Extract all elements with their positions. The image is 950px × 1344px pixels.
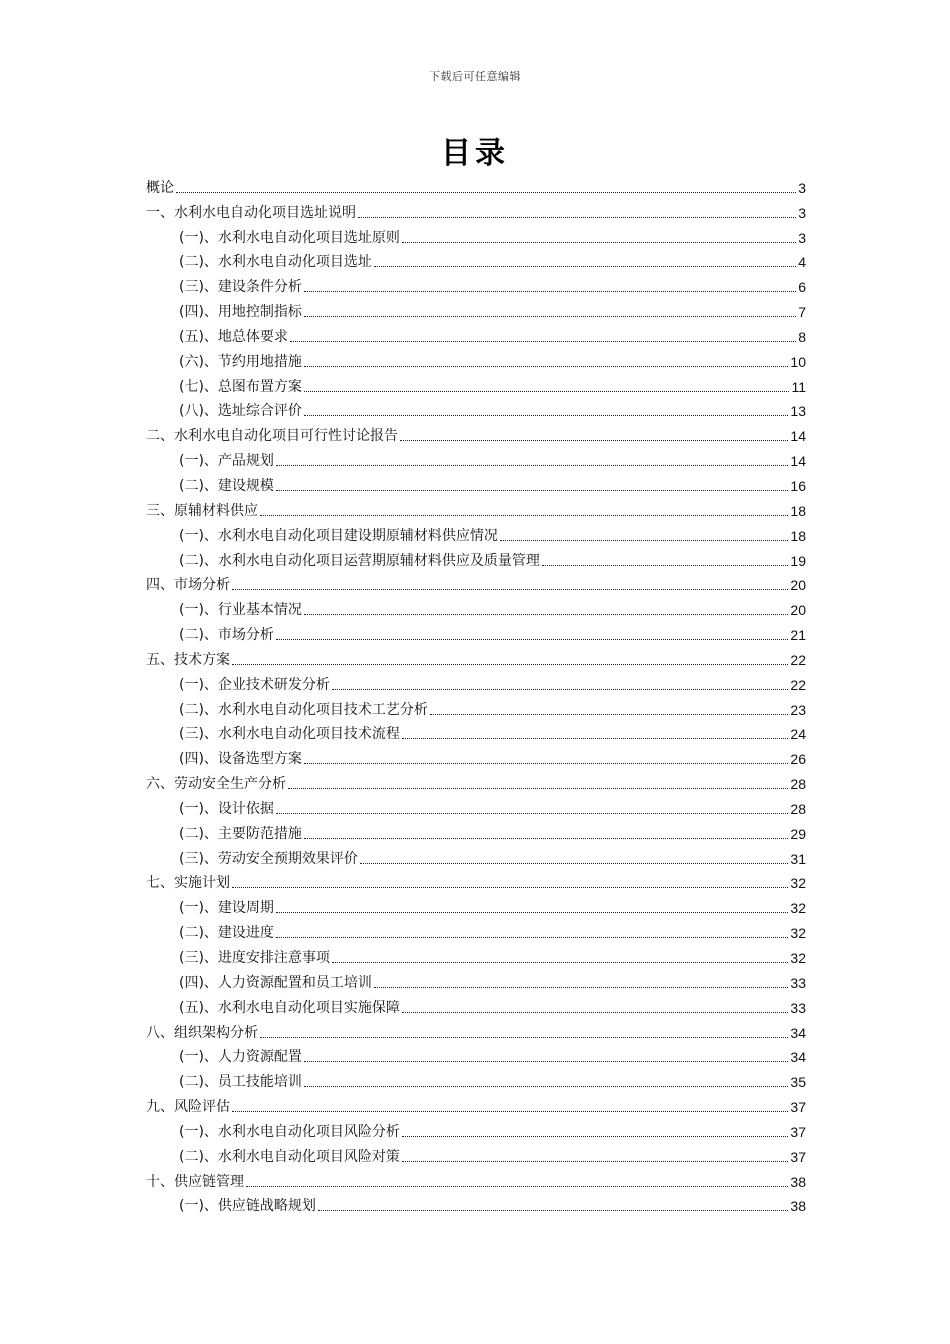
toc-page-number: 3 [798, 204, 806, 221]
toc-entry[interactable] [146, 1093, 806, 1118]
toc-dot-leader [276, 465, 788, 466]
toc-dot-leader [260, 515, 788, 516]
toc-dot-leader [304, 391, 790, 392]
toc-entry-title: (三)、水利水电自动化项目技术流程 [179, 726, 400, 743]
toc-page-number: 32 [790, 900, 806, 917]
toc-page-number: 8 [798, 328, 806, 345]
toc-entry-title: (二)、水利水电自动化项目选址 [179, 254, 372, 271]
toc-entry[interactable] [146, 497, 806, 522]
toc-dot-leader [232, 664, 788, 665]
toc-dot-leader [304, 1086, 788, 1087]
toc-page-number: 34 [790, 1049, 806, 1066]
toc-page-number: 20 [790, 602, 806, 619]
toc-entry[interactable] [146, 870, 806, 895]
toc-entry[interactable] [146, 696, 806, 721]
toc-page-number: 13 [790, 403, 806, 420]
toc-page-number: 23 [790, 701, 806, 718]
toc-page-number: 37 [790, 1099, 806, 1116]
toc-dot-leader [402, 1161, 788, 1162]
toc-entry-title: (四)、用地控制指标 [179, 304, 302, 321]
toc-dot-leader [374, 266, 796, 267]
toc-entry[interactable] [146, 845, 806, 870]
toc-entry-title: (五)、地总体要求 [179, 328, 288, 345]
toc-dot-leader [304, 291, 796, 292]
toc-entry[interactable] [146, 273, 806, 298]
toc-entry-title: 概论 [146, 179, 174, 196]
toc-dot-leader [402, 1136, 788, 1137]
toc-page-number: 24 [790, 726, 806, 743]
toc-entry-title: (二)、建设规模 [179, 477, 274, 494]
toc-dot-leader [332, 962, 788, 963]
toc-entry-title: (四)、设备选型方案 [179, 751, 302, 768]
toc-dot-leader [276, 639, 788, 640]
toc-dot-leader [542, 565, 788, 566]
toc-entry[interactable] [146, 547, 806, 572]
toc-dot-leader [374, 987, 788, 988]
toc-dot-leader [304, 763, 788, 764]
toc-entry[interactable] [146, 745, 806, 770]
toc-entry-title: 五、技术方案 [146, 651, 230, 668]
toc-dot-leader [304, 1061, 788, 1062]
toc-page-number: 18 [790, 502, 806, 519]
toc-entry[interactable] [146, 820, 806, 845]
toc-entry-title: (一)、建设周期 [179, 900, 274, 917]
toc-entry-title: 八、组织架构分析 [146, 1024, 258, 1041]
toc-entry[interactable] [146, 422, 806, 447]
toc-dot-leader [402, 738, 788, 739]
toc-entry[interactable] [146, 323, 806, 348]
toc-entry-title: (二)、主要防范措施 [179, 825, 302, 842]
toc-entry[interactable] [146, 795, 806, 820]
toc-dot-leader [360, 863, 788, 864]
toc-dot-leader [246, 1186, 788, 1187]
toc-entry[interactable] [146, 770, 806, 795]
toc-entry[interactable] [146, 1168, 806, 1193]
toc-dot-leader [232, 887, 788, 888]
toc-dot-leader [402, 242, 796, 243]
toc-dot-leader [430, 714, 788, 715]
toc-entry[interactable] [146, 522, 806, 547]
toc-dot-leader [304, 366, 788, 367]
toc-entry[interactable] [146, 721, 806, 746]
header-note: 下载后可任意编辑 [429, 70, 521, 83]
toc-entry-title: (二)、水利水电自动化项目风险对策 [179, 1148, 400, 1165]
toc-page-number: 14 [790, 453, 806, 470]
toc-page-number: 31 [790, 850, 806, 867]
toc-page-number: 20 [790, 577, 806, 594]
toc-dot-leader [260, 1037, 788, 1038]
toc-entry-title: (一)、行业基本情况 [179, 602, 302, 619]
toc-entry-title: (五)、水利水电自动化项目实施保障 [179, 999, 400, 1016]
toc-entry-title: (一)、水利水电自动化项目选址原则 [179, 229, 400, 246]
toc-entry[interactable] [146, 944, 806, 969]
toc-page-number: 33 [790, 999, 806, 1016]
toc-entry[interactable] [146, 1044, 806, 1069]
toc-entry-title: (一)、人力资源配置 [179, 1049, 302, 1066]
toc-entry[interactable] [146, 199, 806, 224]
toc-page-number: 18 [790, 527, 806, 544]
toc-entry-title: (三)、进度安排注意事项 [179, 950, 330, 966]
toc-entry-title: (二)、水利水电自动化项目运营期原辅材料供应及质量管理 [179, 552, 540, 569]
toc-entry-title: (二)、员工技能培训 [179, 1074, 302, 1091]
toc-dot-leader [288, 788, 788, 789]
toc-page-number: 22 [790, 676, 806, 693]
toc-entry[interactable] [146, 646, 806, 671]
toc-dot-leader [332, 689, 788, 690]
toc-entry-title: (一)、供应链战略规划 [179, 1198, 316, 1215]
toc-entry[interactable] [146, 1193, 806, 1218]
toc-dot-leader [232, 1111, 788, 1112]
toc-page-number: 35 [790, 1074, 806, 1091]
toc-page-number: 3 [798, 229, 806, 246]
toc-page-number: 32 [790, 950, 806, 966]
toc-entry[interactable] [146, 1019, 806, 1044]
toc-entry[interactable] [146, 1143, 806, 1168]
toc-page-number: 38 [790, 1173, 806, 1190]
toc-entry-title: (一)、水利水电自动化项目建设期原辅材料供应情况 [179, 527, 498, 544]
toc-dot-leader [290, 341, 796, 342]
toc-entry-title: (七)、总图布置方案 [179, 378, 302, 395]
toc-entry[interactable] [146, 348, 806, 373]
toc-page-number: 11 [791, 378, 806, 395]
toc-entry-title: 十、供应链管理 [146, 1173, 244, 1190]
toc-entry[interactable] [146, 572, 806, 597]
toc-page-number: 14 [790, 428, 806, 445]
toc-entry-title: (三)、劳动安全预期效果评价 [179, 850, 358, 867]
toc-dot-leader [304, 614, 788, 615]
toc-dot-leader [402, 1012, 788, 1013]
toc-entry-title: 四、市场分析 [146, 577, 230, 594]
toc-page-number: 21 [790, 627, 806, 644]
toc-page-number: 7 [798, 304, 806, 321]
toc-dot-leader [232, 589, 788, 590]
table-of-contents [146, 174, 806, 1217]
toc-entry[interactable] [146, 224, 806, 249]
toc-dot-leader [276, 937, 788, 938]
toc-entry-title: 一、水利水电自动化项目选址说明 [146, 204, 356, 221]
toc-page-number: 10 [790, 353, 806, 370]
toc-entry-title: (三)、建设条件分析 [179, 279, 302, 296]
toc-entry[interactable] [146, 447, 806, 472]
toc-page-number: 37 [790, 1148, 806, 1165]
toc-dot-leader [304, 838, 788, 839]
toc-entry-title: (二)、市场分析 [179, 627, 274, 644]
toc-entry[interactable] [146, 1068, 806, 1093]
toc-entry-title: 二、水利水电自动化项目可行性讨论报告 [146, 428, 398, 445]
toc-entry-title: (一)、水利水电自动化项目风险分析 [179, 1123, 400, 1140]
toc-entry[interactable] [146, 994, 806, 1019]
toc-dot-leader [400, 440, 788, 441]
toc-entry-title: 六、劳动安全生产分析 [146, 776, 286, 793]
toc-dot-leader [276, 490, 788, 491]
toc-entry-title: (一)、设计依据 [179, 800, 274, 817]
toc-page-number: 19 [790, 552, 806, 569]
toc-page-number: 38 [790, 1198, 806, 1215]
toc-entry-title: (一)、产品规划 [179, 453, 274, 470]
toc-entry-title: (二)、水利水电自动化项目技术工艺分析 [179, 701, 428, 718]
toc-page-number: 29 [790, 825, 806, 842]
toc-entry-title: (一)、企业技术研发分析 [179, 676, 330, 693]
toc-dot-leader [304, 316, 796, 317]
toc-page-number: 32 [790, 875, 806, 892]
toc-entry-title: (四)、人力资源配置和员工培训 [179, 974, 372, 991]
toc-page-number: 6 [798, 279, 806, 296]
toc-entry[interactable] [146, 621, 806, 646]
toc-page-number: 34 [790, 1024, 806, 1041]
toc-entry-title: (二)、建设进度 [179, 925, 274, 942]
toc-entry[interactable] [146, 373, 806, 398]
toc-entry[interactable] [146, 894, 806, 919]
toc-entry[interactable] [146, 671, 806, 696]
toc-entry-title: 九、风险评估 [146, 1099, 230, 1116]
toc-page-number: 32 [790, 925, 806, 942]
toc-entry[interactable] [146, 596, 806, 621]
toc-dot-leader [358, 217, 796, 218]
toc-entry[interactable] [146, 298, 806, 323]
toc-page-number: 28 [790, 800, 806, 817]
toc-dot-leader [304, 415, 788, 416]
toc-entry-title: (六)、节约用地措施 [179, 353, 302, 370]
toc-page-number: 16 [790, 477, 806, 494]
toc-page-number: 4 [798, 254, 806, 271]
toc-entry[interactable] [146, 472, 806, 497]
toc-entry-title: 七、实施计划 [146, 875, 230, 892]
toc-entry[interactable] [146, 398, 806, 423]
toc-dot-leader [176, 192, 796, 193]
toc-entry[interactable] [146, 919, 806, 944]
toc-title: 目录 [441, 136, 509, 171]
toc-entry-title: (八)、选址综合评价 [179, 403, 302, 420]
toc-dot-leader [318, 1210, 788, 1211]
toc-page-number: 22 [790, 651, 806, 668]
toc-page-number: 37 [790, 1123, 806, 1140]
toc-page-number: 33 [790, 974, 806, 991]
toc-entry[interactable] [146, 969, 806, 994]
toc-entry-title: 三、原辅材料供应 [146, 502, 258, 519]
toc-page-number: 26 [790, 751, 806, 768]
toc-dot-leader [500, 540, 788, 541]
toc-entry[interactable] [146, 1118, 806, 1143]
toc-entry[interactable] [146, 174, 806, 199]
toc-dot-leader [276, 813, 788, 814]
toc-page-number: 28 [790, 776, 806, 793]
toc-entry[interactable] [146, 249, 806, 274]
toc-page-number: 3 [798, 179, 806, 196]
toc-dot-leader [276, 912, 788, 913]
